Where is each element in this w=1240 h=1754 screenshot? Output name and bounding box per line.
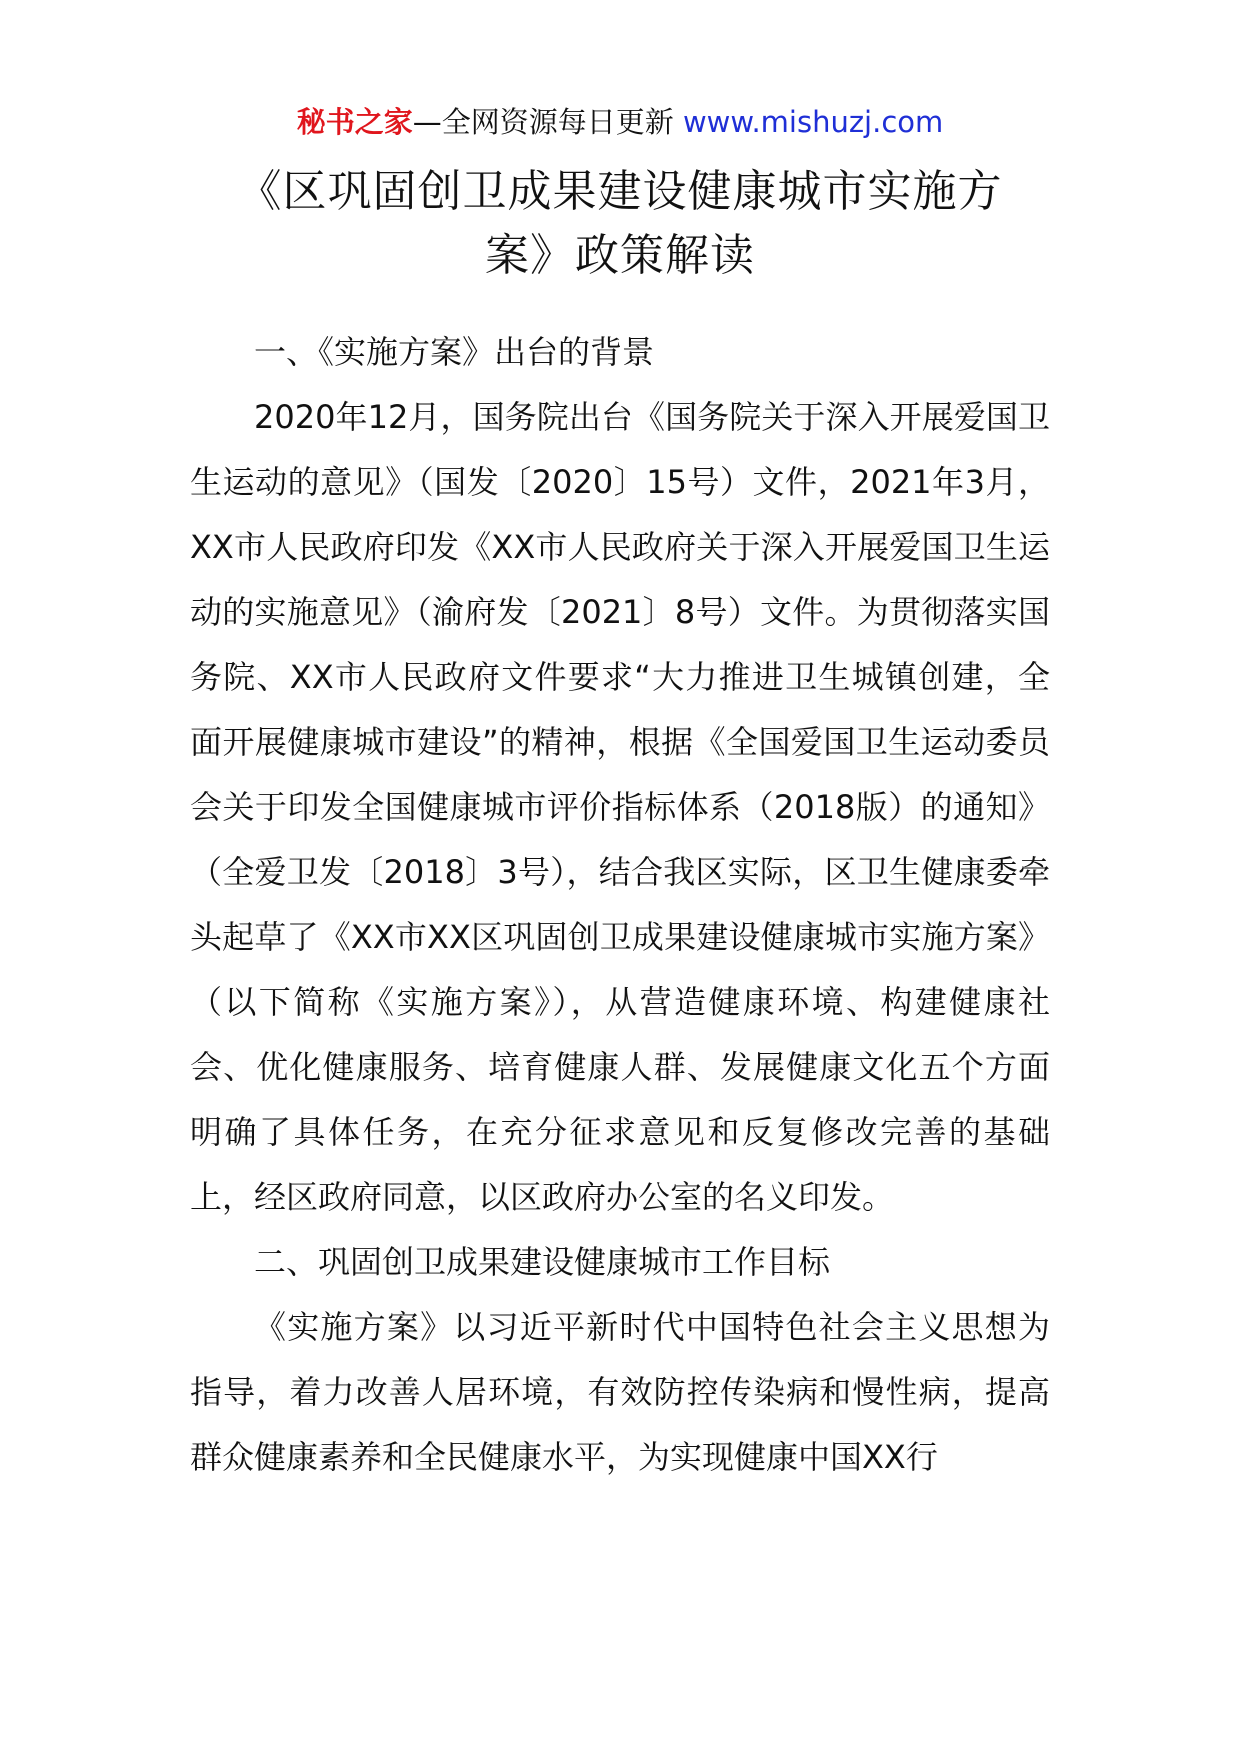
title-line-2: 案》政策解读: [485, 230, 755, 281]
brand-name: 秘书之家: [296, 105, 413, 139]
document-title: [190, 160, 1050, 288]
section-2-heading: 二、巩固创卫成果建设健康城市工作目标: [254, 1243, 831, 1281]
site-header: [0, 100, 1240, 144]
section-2-paragraph: 《实施方案》以习近平新时代中国特色社会主义思想为指导，着力改善人居环境，有效防控传染病和慢性病，提高群众健康素养和全民健康水平，为实现健康中国XX行: [190, 1308, 1050, 1476]
section-1-paragraph: 2020年12月，国务院出台《国务院关于深入开展爱国卫生运动的意见》（国发〔2020〕15号）文件，2021年3月，XX市人民政府印发《XX市人民政府关于深入开展爱国卫生运动的实施意见》（渝府发〔2021〕8号）文件。为贯彻落实国务院、XX市人民政府文件要求“大力推进卫生城镇创建，全面开展健康城市建设”的精神，根据《全国爱国卫生运动委员会关于印发全国健康城市评价指标体系（2018版）的通知》（全爱卫发〔2018〕3号），结合我区实际，区卫生健康委牵头起草了《XX市XX区巩固创卫成果建设健康城市实施方案》（以下简称《实施方案》），从营造健康环境、构建健康社会、优化健康服务、培育健康人群、发展健康文化五个方面明确了具体任务，在充分征求意见和反复修改完善的基础上，经区政府同意，以区政府办公室的名义印发。: [190, 398, 1050, 1216]
header-tagline: —全网资源每日更新: [412, 105, 683, 139]
site-url-link[interactable]: www.mishuzj.com: [682, 105, 944, 139]
document-body: [190, 320, 1050, 1490]
title-line-1: 《区巩固创卫成果建设健康城市实施方: [237, 166, 1003, 217]
section-1-heading: 一、《实施方案》出台的背景: [254, 333, 655, 371]
